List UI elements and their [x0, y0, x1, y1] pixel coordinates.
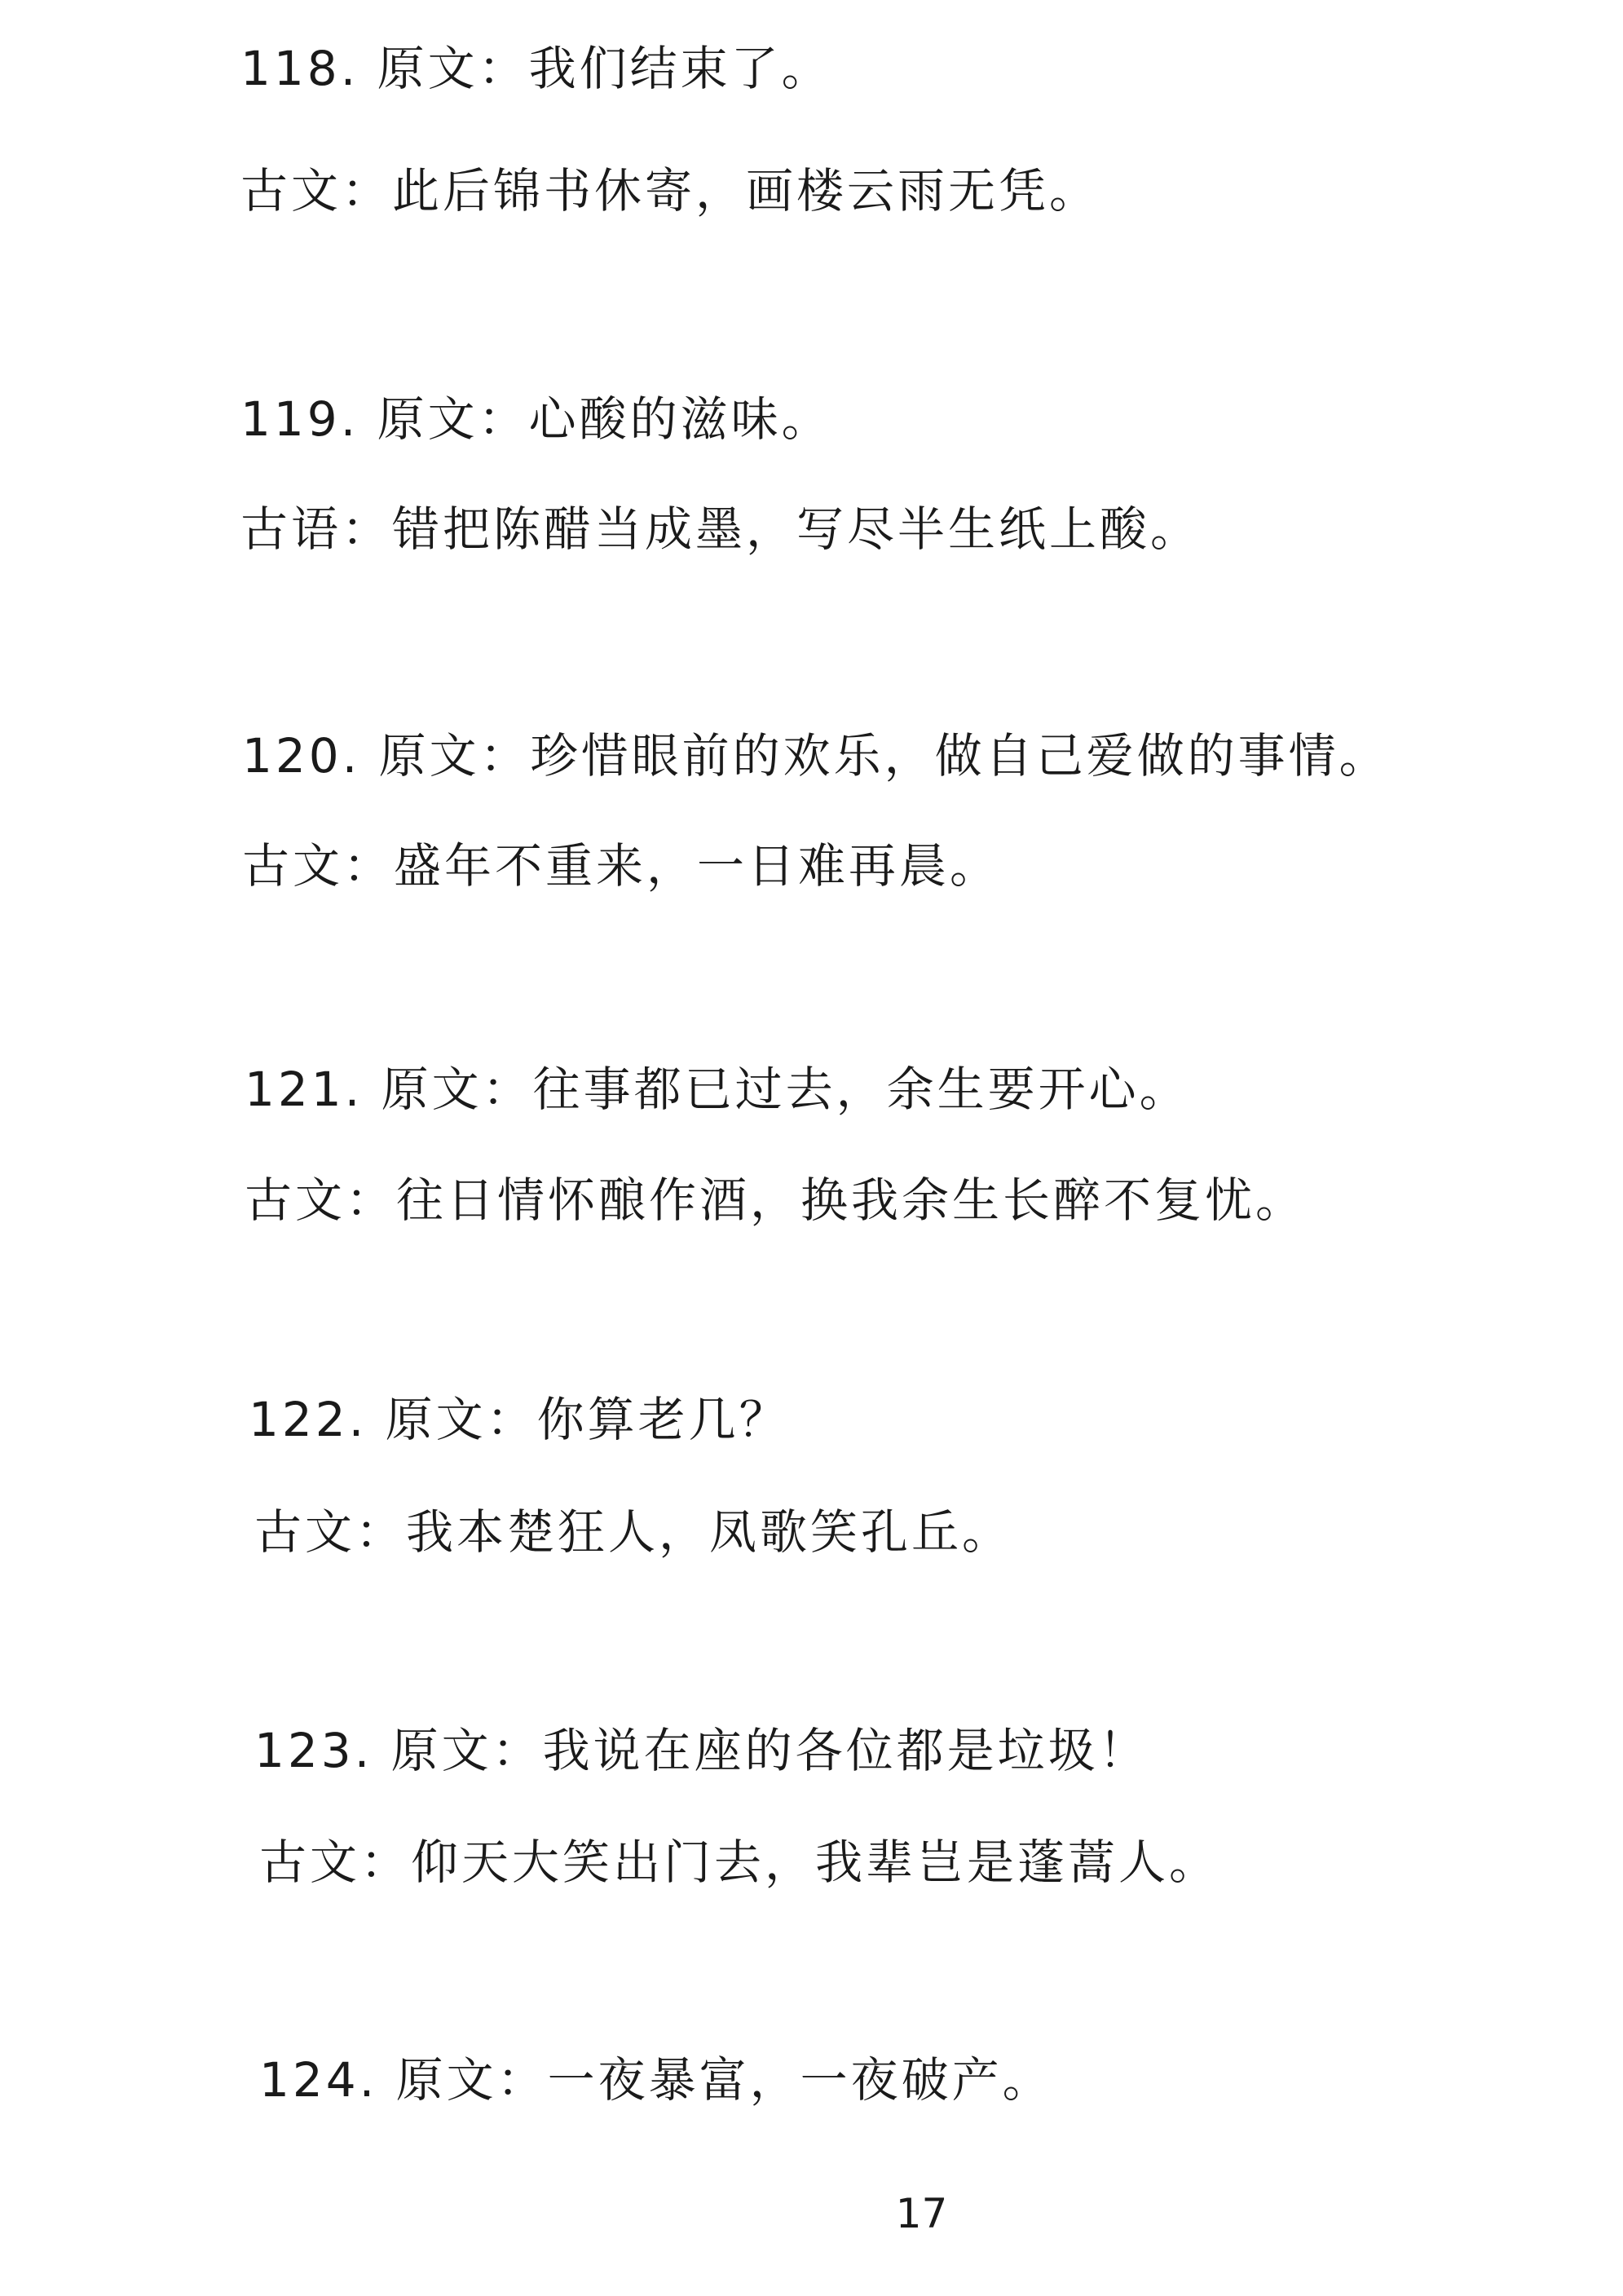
entry-123-modern: 123. 原文：我说在座的各位都是垃圾！: [254, 1723, 1149, 1778]
entry-124-modern: 124. 原文：一夜暴富，一夜破产。: [259, 2052, 1053, 2108]
entry-120-classical: 古文：盛年不重来，一日难再晨。: [242, 838, 1001, 894]
entry-119-classical: 古语：错把陈醋当成墨，写尽半生纸上酸。: [240, 501, 1202, 557]
page-number: 17: [895, 2190, 948, 2237]
entry-123-classical: 古文：仰天大笑出门去，我辈岂是蓬蒿人。: [259, 1835, 1220, 1890]
entry-121-modern: 121. 原文：往事都已过去，余生要开心。: [245, 1062, 1190, 1117]
entry-122-modern: 122. 原文：你算老几？: [249, 1392, 790, 1447]
entry-122-classical: 古文：我本楚狂人，凤歌笑孔丘。: [254, 1504, 1013, 1560]
entry-120-modern: 120. 原文：珍惜眼前的欢乐，做自己爱做的事情。: [242, 728, 1390, 784]
entry-119-modern: 119. 原文：心酸的滋味。: [240, 391, 832, 447]
entry-118-classical: 古文：此后锦书休寄，画楼云雨无凭。: [240, 163, 1100, 219]
entry-118-modern: 118. 原文：我们结束了。: [240, 41, 832, 96]
entry-121-classical: 古文：往日情怀酿作酒，换我余生长醉不复忧。: [245, 1172, 1307, 1228]
